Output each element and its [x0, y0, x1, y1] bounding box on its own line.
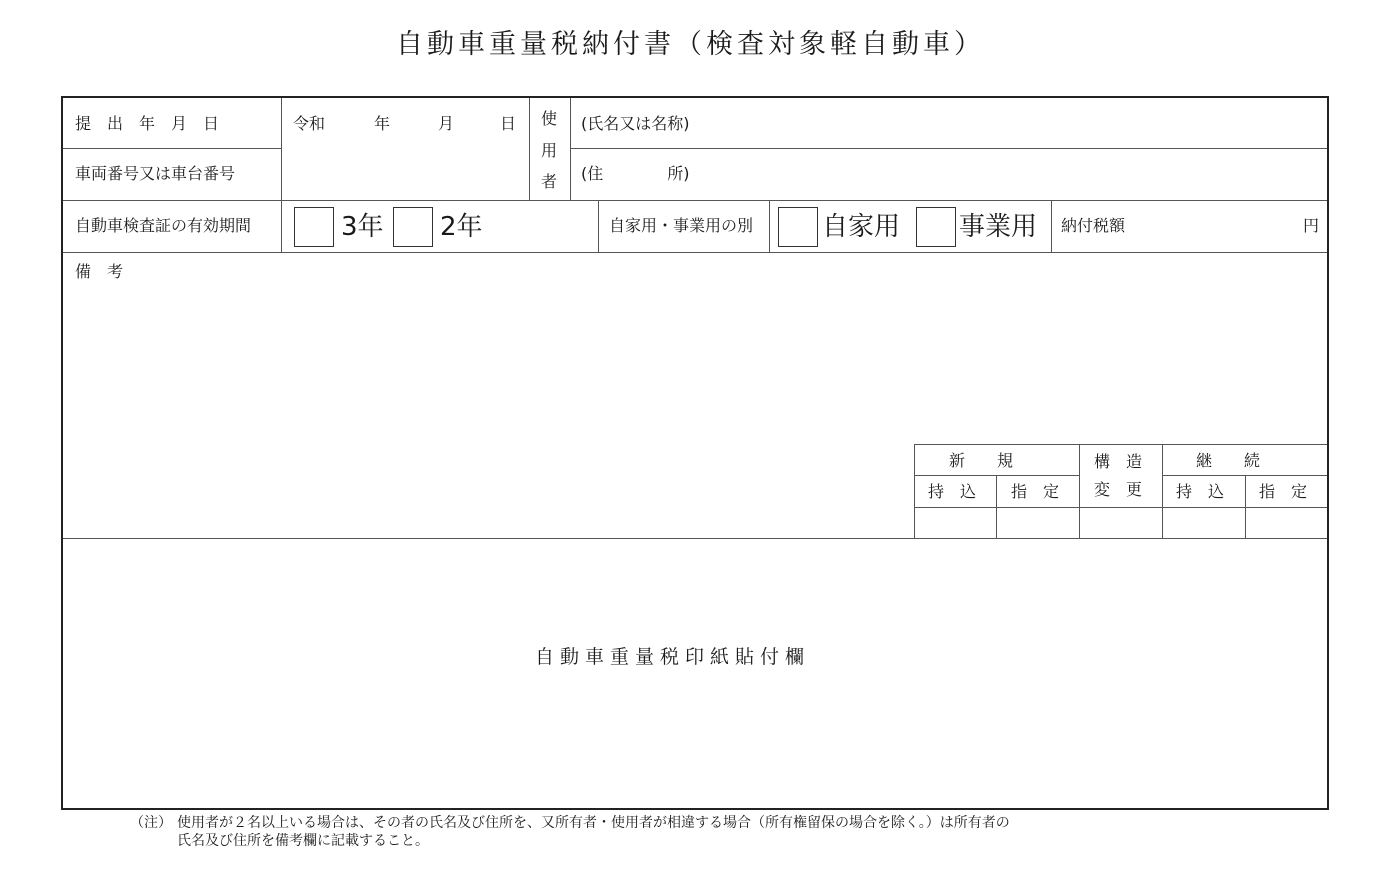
- continuation-header: 継 続: [1196, 451, 1261, 470]
- col-divider: [769, 200, 770, 252]
- option-private-use-label: 自家用: [822, 212, 901, 242]
- structure-label: 構 造: [1094, 452, 1143, 471]
- option-2-year-label: 2年: [440, 212, 483, 242]
- row-divider: [63, 252, 1327, 253]
- row-divider: [570, 148, 1327, 149]
- col-divider: [281, 200, 282, 252]
- structure-change-label: 変 更: [1094, 480, 1143, 499]
- vehicle-number-label: 車両番号又は車台番号: [75, 164, 236, 183]
- row-divider: [63, 148, 281, 149]
- category-table: [914, 444, 1327, 538]
- new-bring-in-label: 持 込: [928, 482, 977, 501]
- new-designated-label: 指 定: [1011, 482, 1060, 501]
- submission-date-label: 提 出 年 月 日: [75, 114, 220, 133]
- stamp-area-label: 自動車重量税印紙貼付欄: [535, 646, 811, 668]
- user-label-1: 使: [541, 109, 558, 128]
- year-label: 年: [374, 114, 391, 133]
- checkbox-private-use[interactable]: [778, 207, 818, 247]
- user-label-3: 者: [541, 172, 558, 191]
- day-label: 日: [500, 114, 517, 133]
- note-line-2: 氏名及び住所を備考欄に記載すること。: [177, 833, 429, 849]
- new-designated-cell[interactable]: [997, 508, 1079, 538]
- col-divider: [598, 200, 599, 252]
- continuation-bring-in-label: 持 込: [1176, 482, 1225, 501]
- col-divider: [570, 98, 571, 200]
- new-bring-in-cell[interactable]: [915, 508, 996, 538]
- usage-type-label: 自家用・事業用の別: [609, 216, 754, 235]
- note-line-1: 使用者が２名以上いる場合は、その者の氏名及び住所を、又所有者・使用者が相違する場合（所有権留保の場合を除く。）は所有者の: [177, 815, 1010, 831]
- table-line: [914, 444, 1327, 445]
- col-divider: [281, 98, 282, 200]
- row-divider: [63, 200, 1327, 201]
- month-label: 月: [438, 114, 455, 133]
- checkbox-2-year[interactable]: [393, 207, 433, 247]
- option-business-use-label: 事業用: [959, 212, 1038, 242]
- address-field-label: (住 所): [581, 164, 690, 183]
- structure-change-cell[interactable]: [1080, 508, 1162, 538]
- user-label-2: 用: [541, 141, 558, 160]
- continuation-bring-in-cell[interactable]: [1163, 508, 1245, 538]
- option-3-year-label: 3年: [341, 212, 384, 242]
- form-title: 自動車重量税納付書（検査対象軽自動車）: [396, 29, 985, 60]
- name-field-label: (氏名又は名称): [581, 114, 690, 133]
- note-prefix: （注）: [130, 815, 172, 831]
- continuation-designated-label: 指 定: [1259, 482, 1308, 501]
- era-label: 令和: [293, 114, 326, 133]
- tax-payment-form: [61, 96, 1329, 810]
- yen-unit-label: 円: [1303, 216, 1320, 235]
- new-registration-header: 新 規: [949, 451, 1014, 470]
- checkbox-3-year[interactable]: [294, 207, 334, 247]
- col-divider: [1051, 200, 1052, 252]
- checkbox-business-use[interactable]: [916, 207, 956, 247]
- row-divider: [63, 538, 1327, 539]
- tax-amount-label: 納付税額: [1061, 216, 1126, 235]
- inspection-period-label: 自動車検査証の有効期間: [75, 216, 252, 235]
- continuation-designated-cell[interactable]: [1246, 508, 1327, 538]
- col-divider: [529, 98, 530, 200]
- remarks-label: 備 考: [75, 262, 124, 281]
